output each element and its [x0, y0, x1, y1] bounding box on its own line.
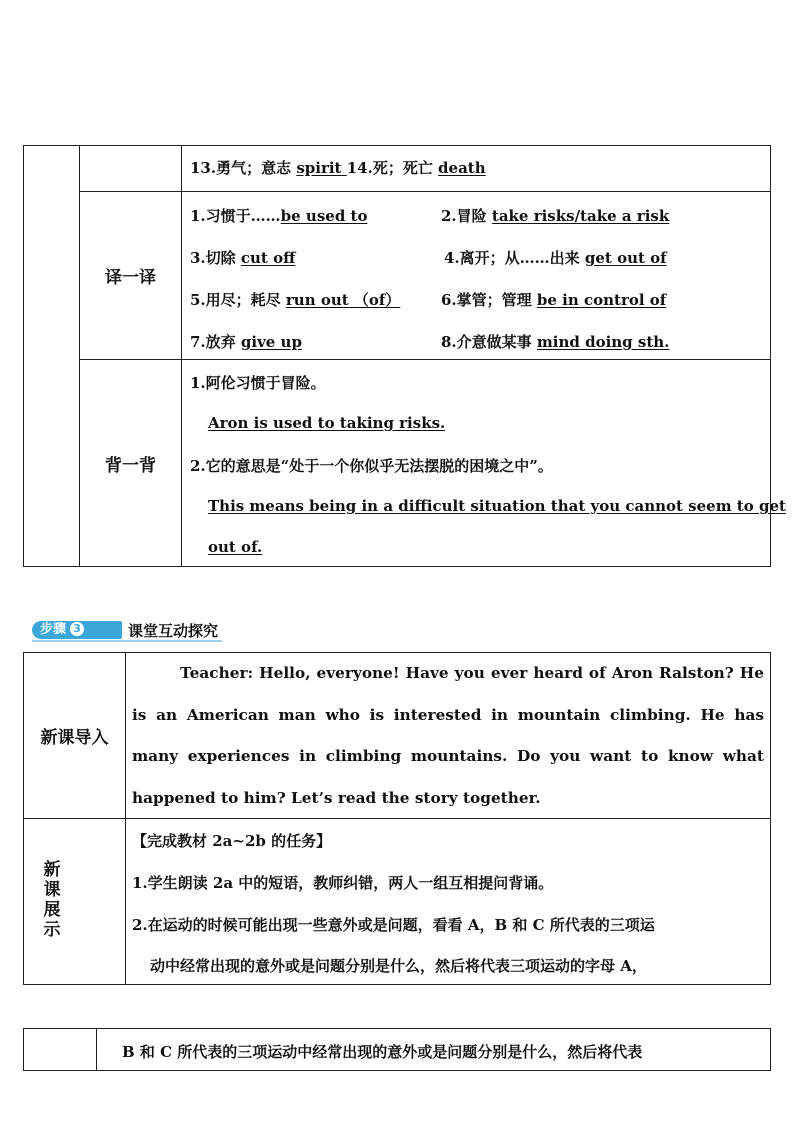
- show-item: 动中经常出现的意外或是问题分别是什么，然后将代表三项运动的字母 A，: [150, 957, 647, 975]
- recite-label: 背一背: [105, 455, 156, 476]
- intro-paragraph: Teacher: Hello, everyone! Have you ever heard of Aron Ralston? He is an American man who is interested in mountain climbing. He has many experiences in climbing mountains. Do you want to know what happened to him? Let’s read the story together.: [132, 664, 764, 807]
- intro-label: 新课导入: [40, 728, 109, 748]
- show-label: 新课展示: [43, 860, 61, 940]
- step-title: 课堂互动探究: [128, 622, 219, 640]
- step-tag-label: 步骤: [40, 622, 67, 637]
- translate-label: 译一译: [105, 268, 156, 288]
- translate-item: 4.离开；从……出来 get out of: [444, 249, 667, 267]
- recite-question: 2.它的意思是“处于一个你似乎无法摆脱的困境之中”。: [190, 457, 553, 475]
- step-badge: [32, 621, 122, 639]
- translate-item: 2.冒险 take risks/take a risk: [441, 207, 670, 225]
- step-underline: [32, 640, 222, 642]
- step-number: 3: [70, 622, 84, 636]
- show-task: 【完成教材 2a~2b 的任务】: [132, 832, 332, 850]
- translate-item: 3.切除 cut off: [190, 249, 296, 267]
- translate-item: 8.介意做某事 mind doing sth.: [441, 333, 670, 351]
- vocab-label: 13.勇气；意志: [190, 159, 297, 177]
- recite-answer: This means being in a difficult situation that you cannot seem to get: [208, 497, 786, 515]
- translate-item: 6.掌管；管理 be in control of: [441, 291, 667, 309]
- recite-answer: out of.: [208, 538, 263, 556]
- vocab-label: 14.死；死亡: [346, 159, 439, 177]
- translate-item: 1.习惯于……be used to: [190, 207, 368, 225]
- translate-item: 5.用尽；耗尽 run out （of）: [190, 291, 401, 309]
- translate-item: 7.放弃 give up: [190, 333, 302, 351]
- show-item: 1.学生朗读 2a 中的短语，教师纠错，两人一组互相提问背诵。: [132, 874, 554, 892]
- vocab-row-13: [190, 157, 486, 178]
- vocab-answer: spirit: [296, 159, 347, 177]
- recite-answer: Aron is used to taking risks.: [208, 414, 446, 432]
- show-item: 2.在运动的时候可能出现一些意外或是问题，看看 A，B 和 C 所代表的三项运: [132, 916, 655, 934]
- vocab-answer: death: [438, 159, 486, 177]
- continued-text: B 和 C 所代表的三项运动中经常出现的意外或是问题分别是什么，然后将代表: [122, 1043, 643, 1061]
- recite-question: 1.阿伦习惯于冒险。: [190, 374, 326, 392]
